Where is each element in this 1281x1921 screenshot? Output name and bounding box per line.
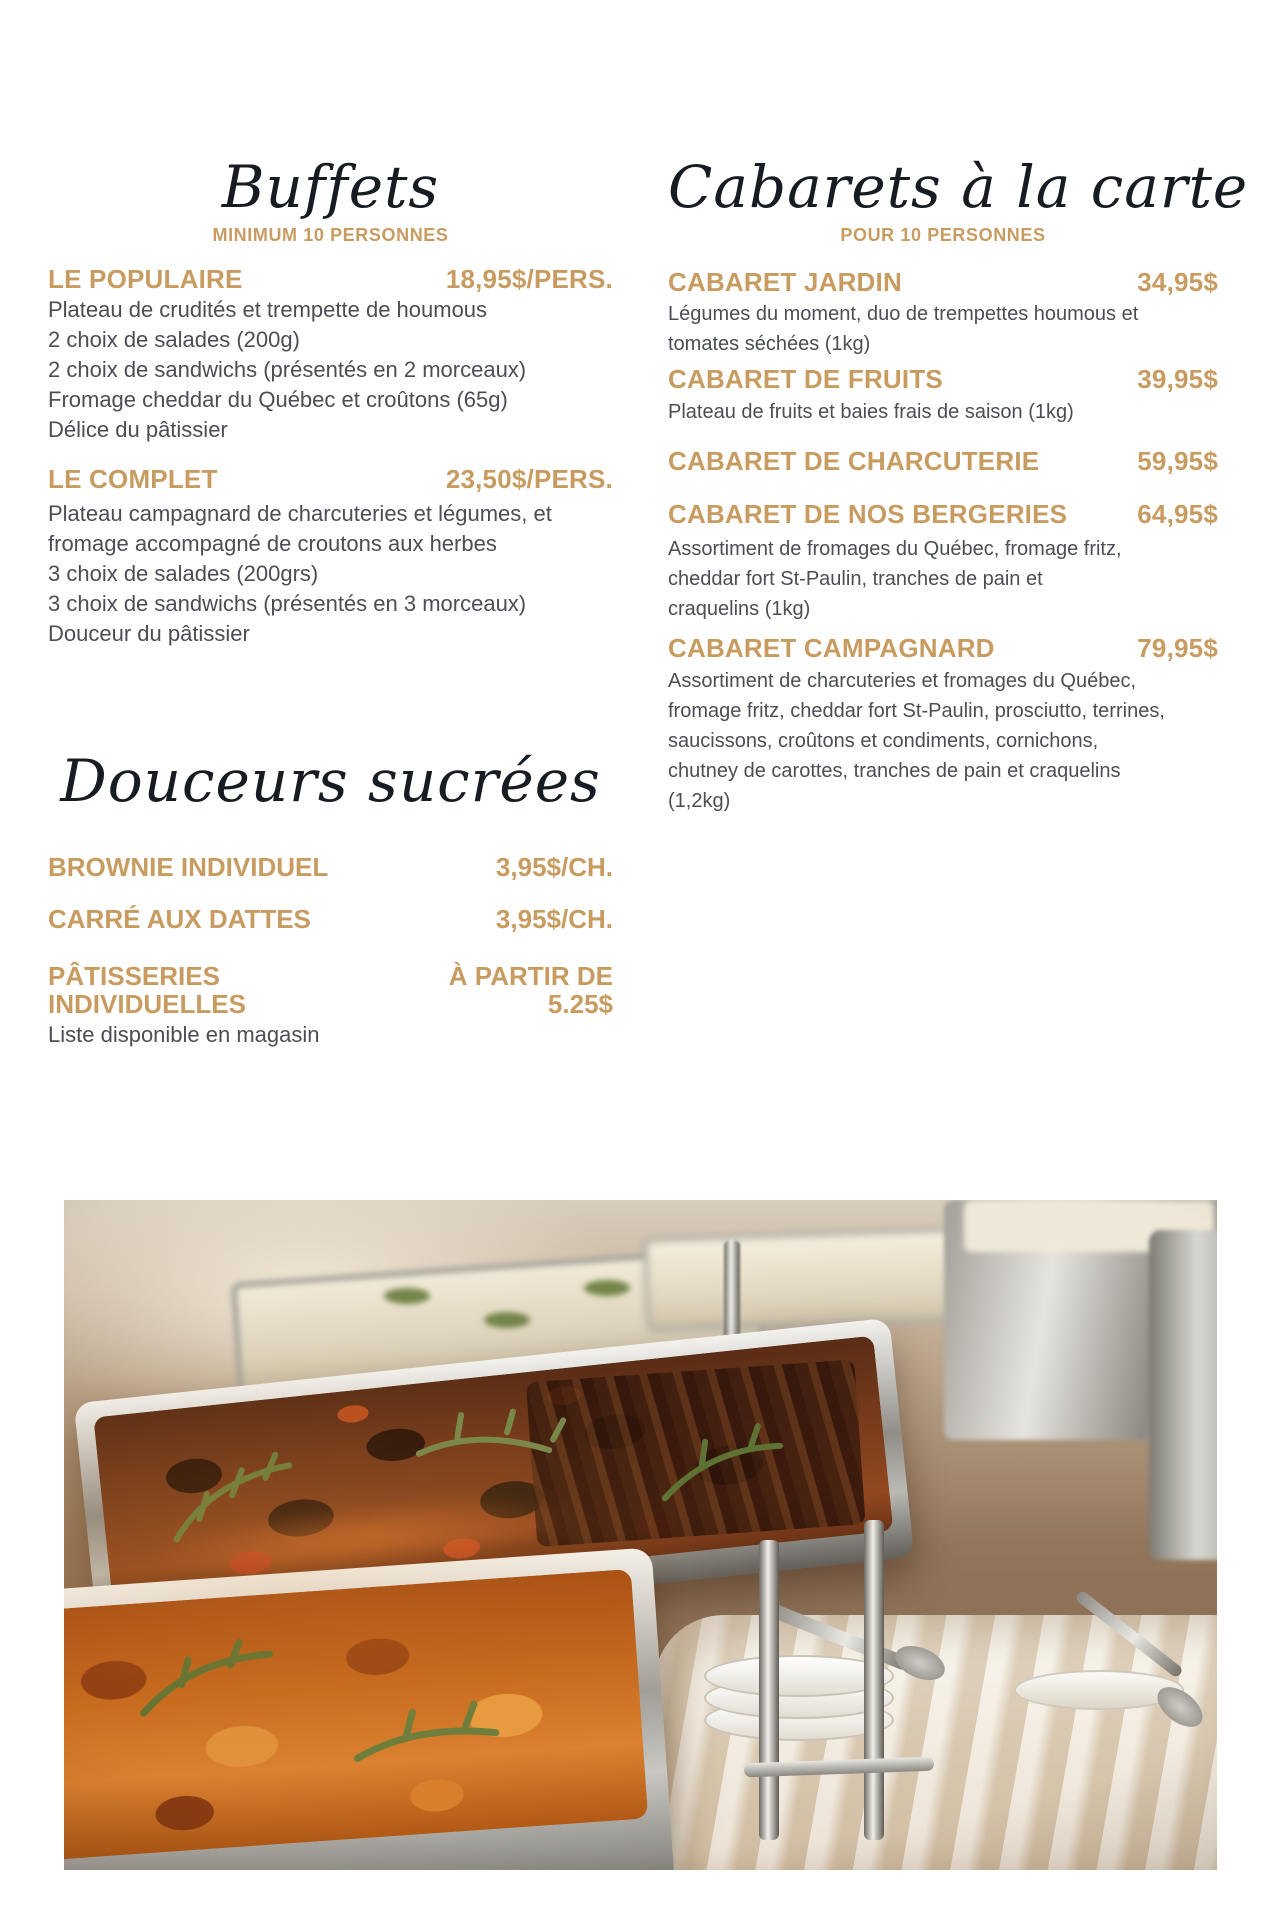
desc-line: cheddar fort St-Paulin, tranches de pain et (668, 568, 1043, 590)
item-name: CABARET JARDIN (668, 267, 902, 297)
price-line: À PARTIR DE (448, 961, 613, 991)
price-line: 5.25$ (547, 989, 613, 1019)
desc-line: 3 choix de sandwichs (présentés en 3 morceaux) (48, 591, 527, 616)
buffets-title: Buffets (221, 153, 440, 221)
desc-line: craquelins (1kg) (668, 598, 811, 620)
desc-line: 3 choix de salades (200grs) (48, 561, 319, 586)
item-name: CARRÉ AUX DATTES (48, 904, 311, 934)
menu-item-cabaret-campagnard (668, 632, 1218, 816)
item-description (48, 295, 613, 445)
item-name: CABARET CAMPAGNARD (668, 633, 995, 663)
item-name: LE POPULAIRE (48, 264, 243, 294)
item-name: CABARET DE NOS BERGERIES (668, 499, 1068, 529)
item-description (668, 666, 1218, 816)
cabarets-title: Cabarets à la carte (668, 153, 1249, 221)
item-price: 64,95$ (1137, 499, 1218, 529)
item-price: 23,50$/PERS. (445, 464, 613, 494)
desc-line: fromage fritz, cheddar fort St-Paulin, prosciutto, terrines, (668, 700, 1165, 722)
item-description (668, 397, 1218, 427)
menu-item-brownie (48, 852, 613, 882)
douceurs-title: Douceurs sucrées (60, 747, 601, 815)
menu-item-carre-aux-dattes (48, 904, 613, 934)
desc-line: (1,2kg) (668, 790, 731, 812)
desc-line: chutney de carottes, tranches de pain et craquelins (668, 760, 1121, 782)
vignette-overlay (64, 1200, 1217, 1870)
item-price: 59,95$ (1137, 446, 1218, 476)
item-price: 3,95$/CH. (495, 904, 613, 934)
item-price (449, 962, 613, 1018)
buffet-photo (64, 1200, 1217, 1870)
item-price: 39,95$ (1137, 364, 1218, 394)
desc-line: saucissons, croûtons et condiments, cornichons, (668, 730, 1099, 752)
item-price: 3,95$/CH. (495, 852, 613, 882)
desc-line: Légumes du moment, duo de trempettes houmous et (668, 303, 1139, 325)
desc-line: Assortiment de charcuteries et fromages du Québec, (668, 670, 1137, 692)
desc-line: tomates séchées (1kg) (668, 333, 871, 355)
desc-line: 2 choix de sandwichs (présentés en 2 morceaux) (48, 357, 527, 382)
desc-line: Plateau campagnard de charcuteries et légumes, et (48, 501, 552, 526)
buffets-subtitle: MINIMUM 10 PERSONNES (212, 225, 449, 245)
item-name: PÂTISSERIES INDIVIDUELLES (48, 961, 246, 1019)
desc-line: Assortiment de fromages du Québec, fromage fritz, (668, 538, 1122, 560)
menu-item-cabaret-de-fruits (668, 363, 1218, 427)
cabarets-section (668, 153, 1249, 816)
item-description (668, 299, 1218, 359)
menu-item-patisseries (48, 962, 613, 1050)
desc-line: Plateau de fruits et baies frais de saison (1kg) (668, 401, 1074, 423)
buffets-section (48, 155, 613, 1050)
cabarets-subtitle: POUR 10 PERSONNES (840, 225, 1046, 245)
desc-line: Plateau de crudités et trempette de houmous (48, 297, 488, 322)
desc-line: Douceur du pâtissier (48, 621, 250, 646)
desc-line: Fromage cheddar du Québec et croûtons (65g) (48, 387, 508, 412)
menu-item-cabaret-jardin (668, 266, 1218, 359)
item-name: BROWNIE INDIVIDUEL (48, 852, 329, 882)
menu-item-le-complet (48, 463, 613, 649)
item-price: 34,95$ (1137, 267, 1218, 297)
item-note: Liste disponible en magasin (48, 1022, 320, 1047)
item-name: CABARET DE FRUITS (668, 364, 943, 394)
item-name: CABARET DE CHARCUTERIE (668, 446, 1040, 476)
menu-item-cabaret-de-charcuterie (668, 445, 1218, 477)
item-description (668, 534, 1218, 624)
item-price: 79,95$ (1137, 633, 1218, 663)
desc-line: 2 choix de salades (200g) (48, 327, 300, 352)
desc-line: Délice du pâtissier (48, 417, 228, 442)
item-name: LE COMPLET (48, 464, 218, 494)
menu-item-le-populaire (48, 263, 613, 445)
item-description (48, 499, 613, 649)
desc-line: fromage accompagné de croutons aux herbes (48, 531, 497, 556)
menu-item-cabaret-de-nos-bergeries (668, 498, 1218, 624)
item-price: 18,95$/PERS. (445, 264, 613, 294)
